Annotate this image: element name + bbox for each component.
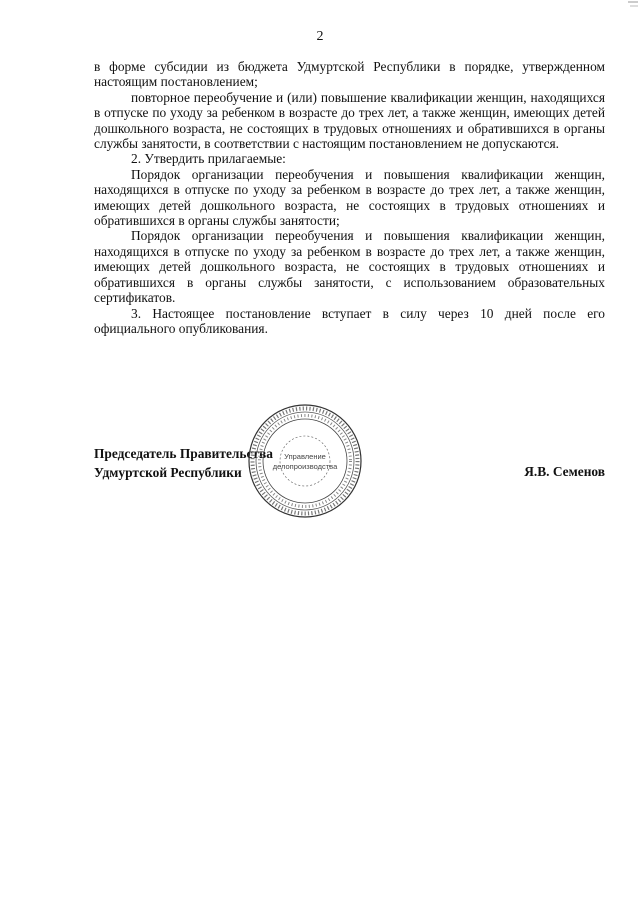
paragraph-item-3: 3. Настоящее постановление вступает в силу через 10 дней после его официального опубликования. xyxy=(94,305,605,336)
corner-mark xyxy=(626,0,640,10)
signatory-name: Я.В. Семенов xyxy=(524,464,605,479)
paragraph-item-2: 2. Утвердить прилагаемые: xyxy=(131,151,286,167)
paragraph-retraining-restriction: повторное переобучение и (или) повышение квалификации женщин, находящихся в отпуске по уходу за ребенком в возрасте до трех лет, а также женщин, имеющих детей дошкольного возраста, не состоящих в трудовых отношениях и обратившихся в органы службы занятости, в соответствии с настоящим постановлением не допускаются. xyxy=(94,89,605,152)
paragraph-order-2: Порядок организации переобучения и повышения квалификации женщин, находящихся в отпуске по уходу за ребенком в возрасте до трех лет, а также женщин, имеющих детей дошкольного возраста, не состоящих в трудовых отношениях и обратившихся в органы службы занятости, с использованием образовательных сертификатов. xyxy=(94,228,605,306)
stamp-center-line-2: делопроизводства xyxy=(272,462,338,471)
page-number: 2 xyxy=(316,29,324,44)
paragraph-order-1: Порядок организации переобучения и повышения квалификации женщин, находящихся в отпуске по уходу за ребенком в возрасте до трех лет, а также женщин, имеющих детей дошкольного возраста, не состоящих в трудовых отношениях и обратившихся в органы службы занятости; xyxy=(94,166,605,229)
signatory-title-line-1: Председатель Правительства xyxy=(94,446,273,461)
paragraph-continuation: в форме субсидии из бюджета Удмуртской Республики в порядке, утвержденном настоящим постановлением; xyxy=(94,59,605,90)
signatory-title-line-2: Удмуртской Республики xyxy=(94,465,242,480)
official-seal-stamp xyxy=(246,402,364,520)
document-body xyxy=(94,59,605,336)
stamp-center-line-1: Управление xyxy=(284,452,326,461)
